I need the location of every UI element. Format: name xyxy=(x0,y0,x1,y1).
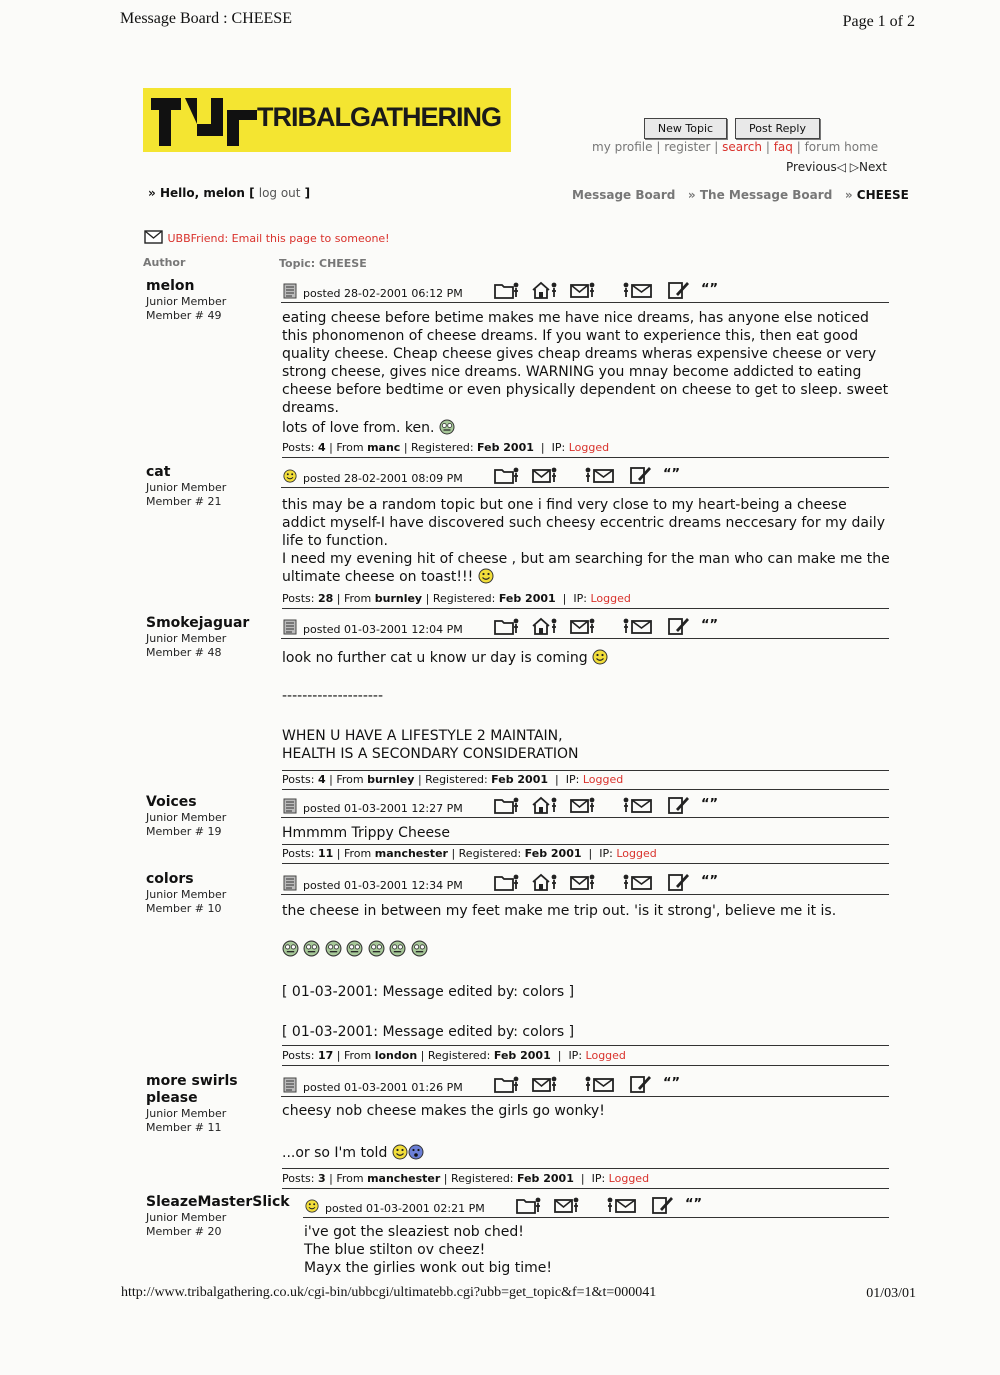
email-icon[interactable] xyxy=(569,795,597,815)
ubbfriend-link[interactable] xyxy=(144,229,390,245)
breadcrumb-current: CHEESE xyxy=(856,188,909,202)
smiley-icon xyxy=(368,940,385,957)
author-name[interactable]: colors xyxy=(146,871,194,887)
post-text: Mayx the girlies wonk out big time! xyxy=(304,1260,552,1276)
member-number: Member # 19 xyxy=(146,825,222,838)
private-message-icon[interactable] xyxy=(621,795,655,815)
email-icon[interactable] xyxy=(531,465,559,485)
edit-post-icon[interactable] xyxy=(629,1074,653,1094)
post-date: posted 01-03-2001 12:34 PM xyxy=(303,879,463,892)
greeting-text: Hello, melon xyxy=(159,186,245,200)
signature-text: HEALTH IS A SECONDARY CONSIDERATION xyxy=(282,746,579,762)
author-rank: Junior Member xyxy=(146,888,227,901)
smiley-icon xyxy=(411,940,428,957)
member-number: Member # 21 xyxy=(146,495,222,508)
forum-home-link[interactable]: forum home xyxy=(804,140,879,154)
post-actions xyxy=(515,1195,735,1215)
smiley-icon xyxy=(478,568,494,584)
post-header xyxy=(281,616,889,639)
smiley-icon xyxy=(282,940,299,957)
profile-icon[interactable] xyxy=(493,616,521,636)
post-text: Hmmmm Trippy Cheese xyxy=(282,825,450,841)
smiley-row xyxy=(282,940,894,959)
edit-note: [ 01-03-2001: Message edited by: colors ] xyxy=(282,1024,575,1040)
ip-logged[interactable]: Logged xyxy=(582,773,624,786)
ip-logged[interactable]: Logged xyxy=(568,441,610,454)
smiley-icon xyxy=(389,940,406,957)
smiley-icon xyxy=(392,1144,408,1160)
site-logo[interactable] xyxy=(143,88,511,152)
post-actions xyxy=(493,616,733,636)
email-icon[interactable] xyxy=(569,616,597,636)
post-actions xyxy=(493,280,733,300)
profile-icon[interactable] xyxy=(493,280,521,300)
post-header xyxy=(281,795,889,818)
post-text: cheesy nob cheese makes the girls go wonky! xyxy=(282,1103,605,1119)
profile-icon[interactable] xyxy=(493,872,521,892)
private-message-icon[interactable] xyxy=(583,1074,617,1094)
post-stats: Posts: 4 | From manc | Registered: Feb 2001 | IP: Logged xyxy=(282,441,889,458)
breadcrumb-sep: » xyxy=(687,188,696,202)
post-stats: Posts: 28 | From burnley | Registered: Feb 2001 | IP: Logged xyxy=(282,592,889,609)
breadcrumb xyxy=(572,188,909,202)
homepage-icon[interactable] xyxy=(531,795,559,815)
post-date: posted 01-03-2001 12:04 PM xyxy=(303,623,463,636)
smiley-icon xyxy=(346,940,363,957)
post-text: i've got the sleaziest nob ched! xyxy=(304,1224,524,1240)
new-topic-button[interactable]: New Topic xyxy=(644,118,727,139)
post-icon xyxy=(283,798,297,814)
post-icon xyxy=(283,283,297,299)
email-icon[interactable] xyxy=(569,872,597,892)
smiley-icon xyxy=(439,419,455,435)
post-actions xyxy=(493,872,733,892)
smiley-post-icon xyxy=(305,1198,319,1214)
post-body xyxy=(282,824,889,845)
breadcrumb-sep: » xyxy=(844,188,853,202)
homepage-icon[interactable] xyxy=(531,616,559,636)
logout-link[interactable]: log out xyxy=(258,186,301,200)
print-page-number: Page 1 of 2 xyxy=(842,13,915,30)
breadcrumb-forum[interactable]: The Message Board xyxy=(699,188,833,202)
post-text: the cheese in between my feet make me trip out. 'is it strong', believe me it is. xyxy=(282,903,837,919)
homepage-icon[interactable] xyxy=(531,280,559,300)
profile-icon[interactable] xyxy=(515,1195,543,1215)
post-date: posted 01-03-2001 02:21 PM xyxy=(325,1202,485,1215)
edit-post-icon[interactable] xyxy=(651,1195,675,1215)
next-arrow-icon[interactable]: ▷ xyxy=(849,160,860,174)
edit-post-icon[interactable] xyxy=(667,872,691,892)
quote-icon[interactable]: “” xyxy=(701,618,719,633)
member-number: Member # 11 xyxy=(146,1121,222,1134)
quote-icon[interactable]: “” xyxy=(663,1076,681,1091)
signature-text: WHEN U HAVE A LIFESTYLE 2 MAINTAIN, xyxy=(282,728,563,744)
private-message-icon[interactable] xyxy=(583,465,617,485)
post-text: I need my evening hit of cheese , but am searching for the man who can make me the ultimate cheese on toast!!! xyxy=(282,551,890,585)
post-text: look no further cat u know ur day is coming xyxy=(282,650,588,666)
post-body xyxy=(282,1102,894,1162)
author-name[interactable]: Smokejaguar xyxy=(146,615,250,631)
author-rank: Junior Member xyxy=(146,481,227,494)
profile-icon[interactable] xyxy=(493,1074,521,1094)
post-body xyxy=(282,496,894,586)
author-name[interactable]: melon xyxy=(146,278,195,294)
post-stats: Posts: 4 | From burnley | Registered: Feb 2001 | IP: Logged xyxy=(282,770,889,790)
post-date: posted 28-02-2001 06:12 PM xyxy=(303,287,463,300)
post-header xyxy=(303,1195,889,1218)
author-name[interactable]: cat xyxy=(146,464,171,480)
logo-text: TRIBALGATHERING xyxy=(257,102,501,132)
ip-logged[interactable]: Logged xyxy=(608,1172,650,1185)
post-body xyxy=(304,1223,894,1277)
member-number: Member # 10 xyxy=(146,902,222,915)
post-actions xyxy=(493,795,733,815)
ip-logged[interactable]: Logged xyxy=(585,1049,626,1062)
post-header xyxy=(281,280,889,303)
confused-smiley-icon xyxy=(408,1144,424,1160)
faq-link[interactable]: faq xyxy=(773,140,793,154)
post-stats: Posts: 17 | From london | Registered: Feb 2001 | IP: Logged xyxy=(282,1045,889,1066)
print-header-title: Message Board : CHEESE xyxy=(120,10,292,27)
previous-link[interactable]: Previous xyxy=(786,160,837,174)
breadcrumb-board[interactable]: Message Board xyxy=(572,188,676,202)
post-body xyxy=(282,649,894,763)
homepage-icon[interactable] xyxy=(531,872,559,892)
quote-icon[interactable]: “” xyxy=(663,467,681,482)
print-footer-date: 01/03/01 xyxy=(866,1286,916,1301)
post-text: The blue stilton ov cheez! xyxy=(304,1242,486,1258)
ubbfriend-text: UBBFriend: Email this page to someone! xyxy=(167,232,390,245)
edit-post-icon[interactable] xyxy=(667,616,691,636)
post-body xyxy=(282,309,894,437)
post-icon xyxy=(283,1077,297,1093)
previous-arrow-icon[interactable]: ◁ xyxy=(836,160,846,174)
private-message-icon[interactable] xyxy=(621,616,655,636)
search-link[interactable]: search xyxy=(722,140,763,154)
smiley-icon xyxy=(303,940,320,957)
author-rank: Junior Member xyxy=(146,1107,227,1120)
email-icon[interactable] xyxy=(569,280,597,300)
signature-divider: -------------------- xyxy=(282,688,384,704)
post-date: posted 01-03-2001 01:26 PM xyxy=(303,1081,463,1094)
greeting-chevron: » xyxy=(148,186,156,200)
private-message-icon[interactable] xyxy=(621,280,655,300)
ip-logged[interactable]: Logged xyxy=(590,592,631,605)
next-link[interactable]: Next xyxy=(859,160,887,174)
greeting: » Hello, melon [ log out ] xyxy=(148,186,311,200)
post-icon xyxy=(283,619,297,635)
smiley-icon xyxy=(592,649,608,665)
tribal-logo-icon xyxy=(147,96,262,148)
member-number: Member # 20 xyxy=(146,1225,222,1238)
post-date: posted 01-03-2001 12:27 PM xyxy=(303,802,463,815)
edit-post-icon[interactable] xyxy=(667,795,691,815)
author-rank: Junior Member xyxy=(146,811,227,824)
email-icon[interactable] xyxy=(531,1074,559,1094)
my-profile-link[interactable]: my profile xyxy=(592,140,653,154)
author-name[interactable]: more swirls please xyxy=(146,1073,238,1106)
quote-icon[interactable]: “” xyxy=(701,282,719,297)
post-icon xyxy=(283,875,297,891)
smiley-icon xyxy=(325,940,342,957)
edit-post-icon[interactable] xyxy=(629,465,653,485)
smiley-post-icon xyxy=(283,468,297,484)
post-header xyxy=(281,872,889,895)
profile-icon[interactable] xyxy=(493,465,521,485)
edit-note: [ 01-03-2001: Message edited by: colors ] xyxy=(282,984,575,1000)
envelope-icon xyxy=(144,229,164,245)
edit-post-icon[interactable] xyxy=(667,280,691,300)
quote-icon[interactable]: “” xyxy=(701,797,719,812)
private-message-icon[interactable] xyxy=(605,1195,639,1215)
quote-icon[interactable]: “” xyxy=(685,1197,703,1212)
post-text: lots of love from. ken. xyxy=(282,420,435,436)
post-actions xyxy=(493,465,713,485)
email-icon[interactable] xyxy=(553,1195,581,1215)
profile-icon[interactable] xyxy=(493,795,521,815)
ip-logged[interactable]: Logged xyxy=(616,847,657,860)
author-rank: Junior Member xyxy=(146,632,227,645)
member-number: Member # 48 xyxy=(146,646,222,659)
author-name[interactable]: SleazeMasterSlick xyxy=(146,1194,290,1210)
topic-pager xyxy=(786,160,887,174)
topic-title: Topic: CHEESE xyxy=(279,257,367,270)
post-header xyxy=(281,1074,889,1097)
register-link[interactable]: register xyxy=(664,140,711,154)
print-footer-url: http://www.tribalgathering.co.uk/cgi-bin/ubbcgi/ultimatebb.cgi?ubb=get_topic&f=1&t=000041 xyxy=(121,1285,657,1300)
post-text: this may be a random topic but one i find very close to my heart-being a cheese addict myself-I have discovered such cheesy eccentric dreams neccesary for my daily life to function. xyxy=(282,497,885,549)
quote-icon[interactable]: “” xyxy=(701,874,719,889)
post-text: eating cheese before betime makes me have nice dreams, has anyone else noticed this phonomenon of cheese dreams. If you want to experience this, then eat good quality cheese. Cheap cheese gives cheap dreams wheras expensive cheese or very strong cheese, gives nice dreams. WARNING you mnay become addicted to eating cheese before bedtime or even physically dependent on cheese to get to sleep. sweet dreams. xyxy=(282,310,889,416)
post-text: ...or so I'm told xyxy=(282,1145,388,1161)
author-rank: Junior Member xyxy=(146,1211,227,1224)
top-nav-links: my profile | register | search | faq | forum home xyxy=(592,140,879,154)
private-message-icon[interactable] xyxy=(621,872,655,892)
author-rank: Junior Member xyxy=(146,295,227,308)
post-body xyxy=(282,902,894,1041)
author-column-header: Author xyxy=(143,256,186,269)
post-header xyxy=(281,465,889,488)
post-stats: Posts: 3 | From manchester | Registered: Feb 2001 | IP: Logged xyxy=(282,1168,889,1189)
post-actions xyxy=(493,1074,713,1094)
member-number: Member # 49 xyxy=(146,309,222,322)
author-name[interactable]: Voices xyxy=(146,794,197,810)
post-reply-button[interactable]: Post Reply xyxy=(735,118,820,139)
post-stats: Posts: 11 | From manchester | Registered: Feb 2001 | IP: Logged xyxy=(282,847,889,864)
post-date: posted 28-02-2001 08:09 PM xyxy=(303,472,463,485)
